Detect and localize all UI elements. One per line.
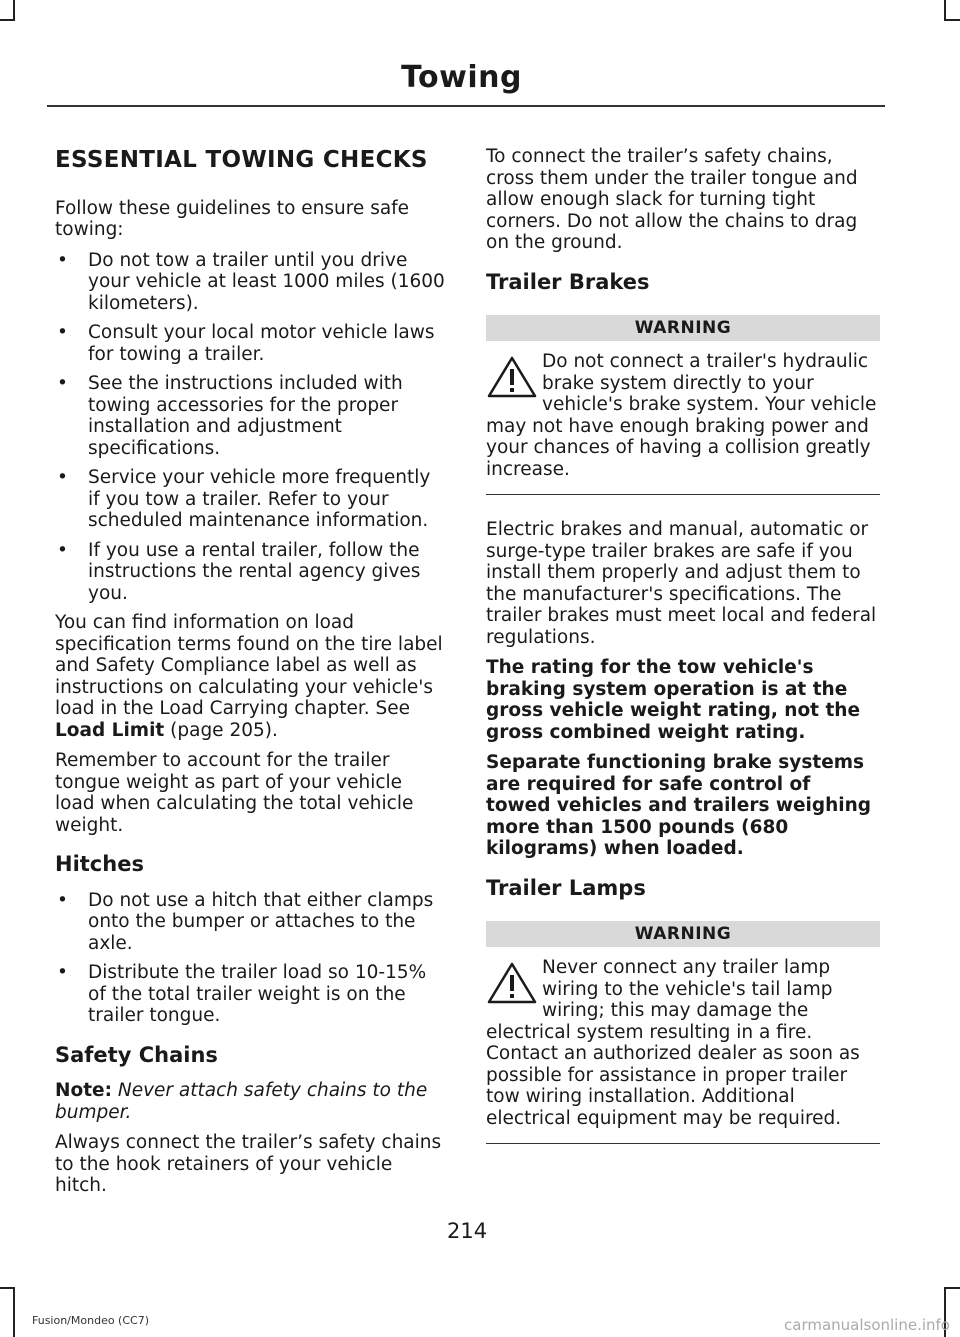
right-column (486, 146, 880, 1168)
crop-mark (0, 19, 15, 21)
list-item: • Do not tow a trailer until you drive your vehicle at least 1000 miles (1600 kilometers). (55, 250, 447, 315)
separate-brakes-paragraph: Separate functioning brake systems are required for safe control of towed vehicles and trailers weighing more than 1500 pounds (680 kilograms) when loaded. (486, 752, 872, 859)
list-item: • Service your vehicle more frequently if you tow a trailer. Refer to your scheduled maintenance information. (55, 467, 447, 532)
warning-box (486, 351, 880, 495)
note-label: Note: (55, 1080, 112, 1101)
load-page-ref: (page 205). (164, 719, 278, 741)
warning-triangle-icon (486, 355, 538, 399)
intro-paragraph: Follow these guidelines to ensure safe towing: (55, 197, 410, 240)
load-info-text: You can find information on load specification terms found on the tire label and Safety Compliance label as well as instructions on calculating your vehicle's load in the Load Carrying chapter. See (55, 612, 443, 719)
list-item: • See the instructions included with towing accessories for the proper installation and adjustment specifications. (55, 373, 447, 459)
warning-divider (486, 1143, 880, 1144)
note-text: Never attach safety chains to the bumper. (55, 1080, 428, 1123)
list-item: • If you use a rental trailer, follow the instructions the rental agency gives you. (55, 540, 447, 605)
warning-text: Do not connect a trailer's hydraulic brake system directly to your vehicle's brake system. Your vehicle may not have enough braking power and your chances of having a collision greatly increase. (486, 351, 877, 480)
tongue-weight-paragraph: Remember to account for the trailer tongue weight as part of your vehicle load when calculating the total vehicle weight. (55, 750, 414, 836)
load-limit-link[interactable]: Load Limit (55, 719, 165, 741)
warning-label-bar: WARNING (486, 315, 880, 341)
chains-cross-paragraph: To connect the trailer’s safety chains, cross them under the trailer tongue and allow enough slack for turning tight corners. Do not allow the chains to drag on the ground. (486, 146, 858, 253)
list-item: • Distribute the trailer load so 10-15% of the total trailer weight is on the trailer tongue. (55, 962, 447, 1027)
warning-box (486, 957, 880, 1144)
load-info-paragraph (55, 612, 447, 741)
crop-mark (13, 0, 15, 19)
warning-text: Never connect any trailer lamp wiring to the vehicle's tail lamp wiring; this may damage the electrical system resulting in a fire. Contact an authorized dealer as soon as possible for assistance in proper trailer tow wiring installation. Additional electrical equipment may be required. (486, 957, 860, 1129)
warning-divider (486, 494, 880, 495)
safety-chains-heading: Safety Chains (55, 1042, 218, 1067)
checks-list (55, 250, 447, 605)
rating-paragraph: The rating for the tow vehicle's braking system operation is at the gross vehicle weight rating, not the gross combined weight rating. (486, 657, 861, 743)
list-item: • Do not use a hitch that either clamps onto the bumper or attaches to the axle. (55, 890, 447, 955)
crop-mark (13, 1287, 15, 1337)
hitches-heading: Hitches (55, 852, 144, 876)
left-column (55, 146, 447, 1206)
list-item: • Consult your local motor vehicle laws for towing a trailer. (55, 322, 447, 365)
chains-paragraph: Always connect the trailer’s safety chains to the hook retainers of your vehicle hitch. (55, 1132, 442, 1196)
model-label: Fusion/Mondeo (CC7) (32, 1314, 150, 1327)
header-divider (47, 105, 885, 107)
warning-triangle-icon (486, 961, 538, 1005)
section-title: ESSENTIAL TOWING CHECKS (55, 147, 428, 173)
trailer-lamps-heading: Trailer Lamps (486, 875, 646, 900)
watermark: carmanualsonline.info (784, 1316, 950, 1334)
note-paragraph (55, 1080, 447, 1123)
crop-mark (944, 19, 960, 21)
trailer-brakes-heading: Trailer Brakes (486, 269, 650, 294)
crop-mark (944, 0, 946, 19)
crop-mark (944, 1287, 960, 1289)
electric-brakes-paragraph: Electric brakes and manual, automatic or surge-type trailer brakes are safe if you install them properly and adjust them to the manufacturer's specifications. The trailer brakes must meet local and federal regulations. (486, 519, 877, 648)
warning-label-bar: WARNING (486, 921, 880, 947)
hitches-list (55, 890, 447, 1027)
page-header-title: Towing (401, 60, 522, 95)
page-number: 214 (447, 1219, 488, 1243)
crop-mark (0, 1287, 15, 1289)
